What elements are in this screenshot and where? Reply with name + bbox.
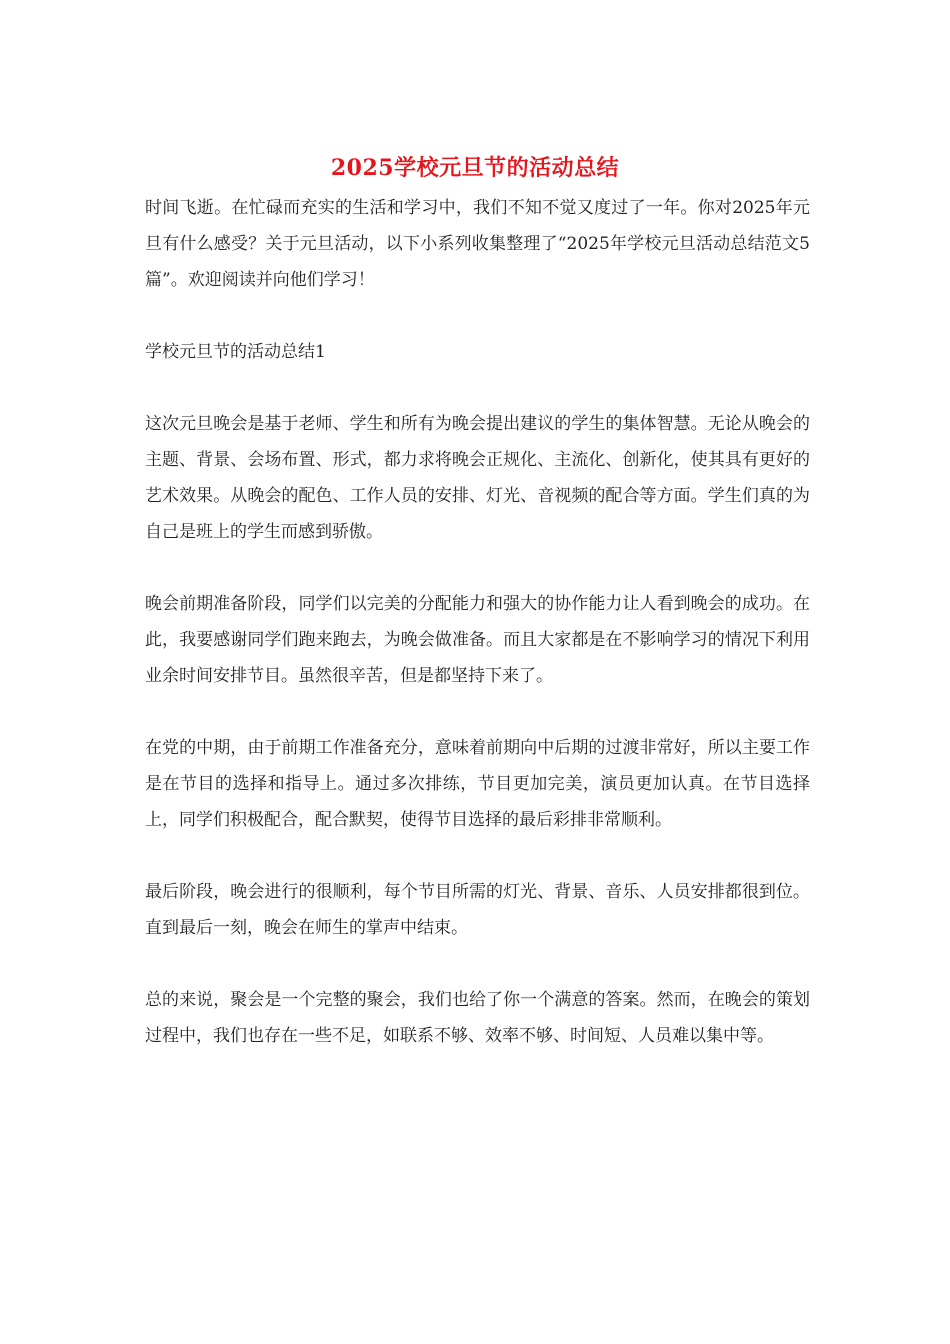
body-paragraph: 这次元旦晚会是基于老师、学生和所有为晚会提出建议的学生的集体智慧。无论从晚会的主题、背景、会场布置、形式，都力求将晚会正规化、主流化、创新化，使其具有更好的艺术效果。从晚会的配色、工作人员的安排、灯光、音视频的配合等方面。学生们真的为自己是班上的学生而感到骄傲。 [145,414,810,542]
section-heading: 学校元旦节的活动总结1 [145,342,326,362]
document-title: 2025学校元旦节的活动总结 [330,155,620,181]
intro-paragraph: 时间飞逝。在忙碌而充实的生活和学习中，我们不知不觉又度过了一年。你对2025年元旦有什么感受？关于元旦活动，以下小系列收集整理了“2025年学校元旦活动总结范文5篇”。欢迎阅读并向他们学习！ [145,198,810,290]
body-paragraph: 最后阶段，晚会进行的很顺利，每个节目所需的灯光、背景、音乐、人员安排都很到位。直到最后一刻，晚会在师生的掌声中结束。 [145,882,810,938]
body-paragraph: 晚会前期准备阶段，同学们以完美的分配能力和强大的协作能力让人看到晚会的成功。在此，我要感谢同学们跑来跑去，为晚会做准备。而且大家都是在不影响学习的情况下利用业余时间安排节目。虽然很辛苦，但是都坚持下来了。 [145,594,810,686]
document-body [145,190,810,1054]
body-paragraph: 总的来说，聚会是一个完整的聚会，我们也给了你一个满意的答案。然而，在晚会的策划过程中，我们也存在一些不足，如联系不够、效率不够、时间短、人员难以集中等。 [145,990,810,1046]
body-paragraph: 在党的中期，由于前期工作准备充分，意味着前期向中后期的过渡非常好，所以主要工作是在节目的选择和指导上。通过多次排练，节目更加完美，演员更加认真。在节目选择上，同学们积极配合，配合默契，使得节目选择的最后彩排非常顺利。 [145,738,810,830]
